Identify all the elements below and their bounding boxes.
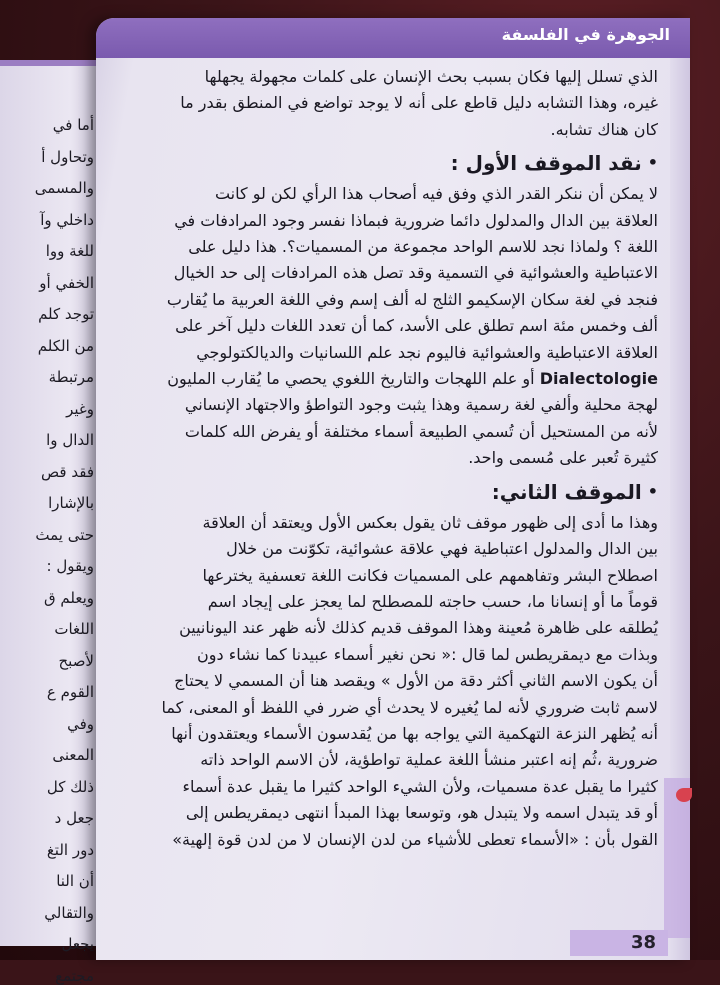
previous-page-line: للغة ووا bbox=[45, 242, 94, 260]
body-line: كثيرة تُعبر على مُسمى واحد. bbox=[468, 448, 658, 468]
body-line: يُطلقه على ظاهرة مُعينة وهذا الموقف قديم كذلك لأنه ظهر عند اليونانيين bbox=[179, 618, 658, 638]
book-title: الجوهرة في الفلسفة bbox=[501, 25, 670, 44]
previous-page-line: أن النا bbox=[56, 872, 94, 890]
body-line-with-term bbox=[138, 366, 658, 392]
previous-page-line: توجد كلم bbox=[38, 305, 94, 323]
previous-page-line: دور التغ bbox=[46, 840, 94, 859]
previous-page-line: لأصبح bbox=[58, 651, 94, 670]
heading-text: نقد الموقف الأول : bbox=[450, 151, 642, 176]
previous-page-line: وتحاول أ bbox=[41, 147, 94, 166]
bullet-icon: • bbox=[647, 153, 658, 173]
body-line: الذي تسلل إليها فكان بسبب بحث الإنسان على كلمات مجهولة يجهلها bbox=[204, 67, 658, 86]
previous-page-line: حتى يمث bbox=[35, 525, 94, 544]
previous-page bbox=[0, 60, 100, 985]
body-line: ألف وخمس مئة اسم تطلق على الأسد، كما أن تعدد اللغات دليل آخر على bbox=[175, 316, 658, 336]
heading-text: الموقف الثاني: bbox=[491, 479, 642, 504]
section-heading-critique bbox=[138, 147, 658, 179]
line-rest: أو علم اللهجات والتاريخ اللغوي يحصي ما يُقارب المليون bbox=[167, 369, 535, 389]
body-line: لاسم ثابت ضروري لأنه لما يُغيره لا يحدث أي ضرر في اللفظ أو المعنى، كما bbox=[161, 697, 658, 717]
previous-page-line: بالإشارا bbox=[48, 494, 94, 512]
body-line: غيره، وهذا التشابه دليل قاطع على أنه لا يوجد تواضع في المنطق بقدر ما bbox=[180, 93, 658, 113]
page-header-band bbox=[96, 18, 690, 58]
previous-page-line: داخلي وآ bbox=[40, 210, 94, 229]
body-line: الاعتباطية والعشوائية في التسمية وقد تصل هذه المرادفات إلى حد الخيال bbox=[173, 263, 658, 283]
previous-page-line: فقد قص bbox=[41, 462, 94, 481]
body-line: وهذا ما أدى إلى ظهور موقف ثان يقول بعكس الأول ويعتقد أن العلاقة bbox=[202, 512, 658, 532]
previous-page-line: ذلك كل bbox=[46, 777, 94, 796]
previous-page-line: اللغات bbox=[54, 620, 94, 638]
body-line: فنجد في لغة سكان الإسكيمو الثلج له ألف إسم وفي اللغة العربية ما يُقارب bbox=[166, 289, 658, 309]
previous-page-line: من الكلم bbox=[37, 336, 94, 355]
page-number: 38 bbox=[630, 932, 656, 953]
body-line: لأنه من المستحيل أن تُسمي الطبيعة أسماء مختلفة أو يفرض الله كلمات bbox=[184, 421, 658, 441]
body-line: لهجة محلية وألفي لغة رسمية وهذا يثبت وجود التواطؤ والاجتهاد الإنساني bbox=[184, 395, 658, 415]
body-line: قوماً ما أو إنسانا ما، حسب حاجته للمصطلح لما يعجز على إيجاد اسم bbox=[207, 591, 658, 611]
previous-page-line: ويعلم ق bbox=[43, 588, 94, 607]
margin-accent bbox=[664, 778, 690, 938]
body-line: لا يمكن أن ننكر القدر الذي وفق فيه أصحاب هذا الرأي لكن لو كانت bbox=[214, 184, 658, 204]
body-line: اللغة ؟ ولماذا نجد للاسم الواحد مجموعة من المسميات؟. هذا دليل على bbox=[188, 237, 658, 257]
previous-page-line: والمسمى bbox=[34, 179, 94, 197]
latin-term: Dialectologie bbox=[539, 369, 658, 389]
previous-page-line: وغير bbox=[66, 399, 94, 418]
body-line: اصطلاح البشر وتفاهمهم على المسميات فكانت اللغة تعسفية يخترعها bbox=[202, 565, 658, 585]
body-line: أن يكون الاسم الثاني أكثر دقة من الأول » ويقصد هنا أن المسمي لا يحتاج bbox=[174, 671, 658, 691]
body-line: كثيرا ما يقبل عدة مسميات، ولأن الشيء الواحد كثيرا ما يقبل عدة أسماء bbox=[182, 776, 658, 796]
previous-page-line: مرتبطة bbox=[48, 368, 94, 386]
previous-page-line: وفي bbox=[67, 714, 94, 733]
previous-page-line: مجتمع bbox=[55, 966, 94, 985]
body-line: العلاقة بين الدال والمدلول دائما ضرورية فبماذا نفسر وجود المرادفات في bbox=[174, 210, 658, 230]
previous-page-line: أما في bbox=[52, 116, 94, 134]
body-line: وبذات مع ديمقريطس لما قال :« نحن نغير أسماء عبيدنا كما نشاء دون bbox=[197, 644, 658, 664]
bullet-icon: • bbox=[647, 481, 658, 501]
book-page bbox=[96, 18, 690, 960]
previous-page-line: جعل د bbox=[54, 809, 94, 827]
bookmark-flag-icon bbox=[676, 788, 692, 802]
body-line: بين الدال والمدلول اعتباطية فهي علاقة عشوائية، تكوّنت من خلال bbox=[226, 539, 658, 559]
body-line: القول بأن : «الأسماء تعطى للأشياء من لدن الإنسان لا من لدن قوة إلهية» bbox=[172, 829, 658, 849]
page-number-tab bbox=[570, 930, 668, 956]
previous-page-line: ويقول : bbox=[46, 557, 94, 575]
body-line: أنه يُظهر النزعة التهكمية التي يواجه بها من يُقدسون الأسماء ويعتقدون أنها bbox=[171, 723, 658, 743]
previous-page-line: يجعل bbox=[61, 935, 94, 953]
body-line: كان هناك تشابه. bbox=[550, 119, 658, 139]
previous-page-line: الدال وا bbox=[46, 431, 94, 449]
body-line: أو قد يتبدل اسمه ولا يتبدل هو، وتوسعا بهذا المبدأ انتهى ديمقريطس إلى bbox=[185, 803, 658, 823]
previous-page-line: الخفي أو bbox=[39, 273, 94, 292]
previous-page-line: القوم ع bbox=[46, 683, 94, 701]
section-heading-second-position bbox=[138, 476, 658, 508]
body-line: ضرورية ،ثُم إنه اعتبر منشأ اللغة عملية تواطؤية، لأن الاسم الواحد ذاته bbox=[200, 750, 658, 770]
previous-page-line: والتقالي bbox=[44, 903, 94, 922]
previous-page-line: المعنى bbox=[52, 746, 94, 764]
page-body bbox=[138, 64, 658, 853]
body-line: العلاقة الاعتباطية والعشوائية فاليوم نجد علم اللسانيات والديالكتولوجي bbox=[196, 342, 658, 362]
